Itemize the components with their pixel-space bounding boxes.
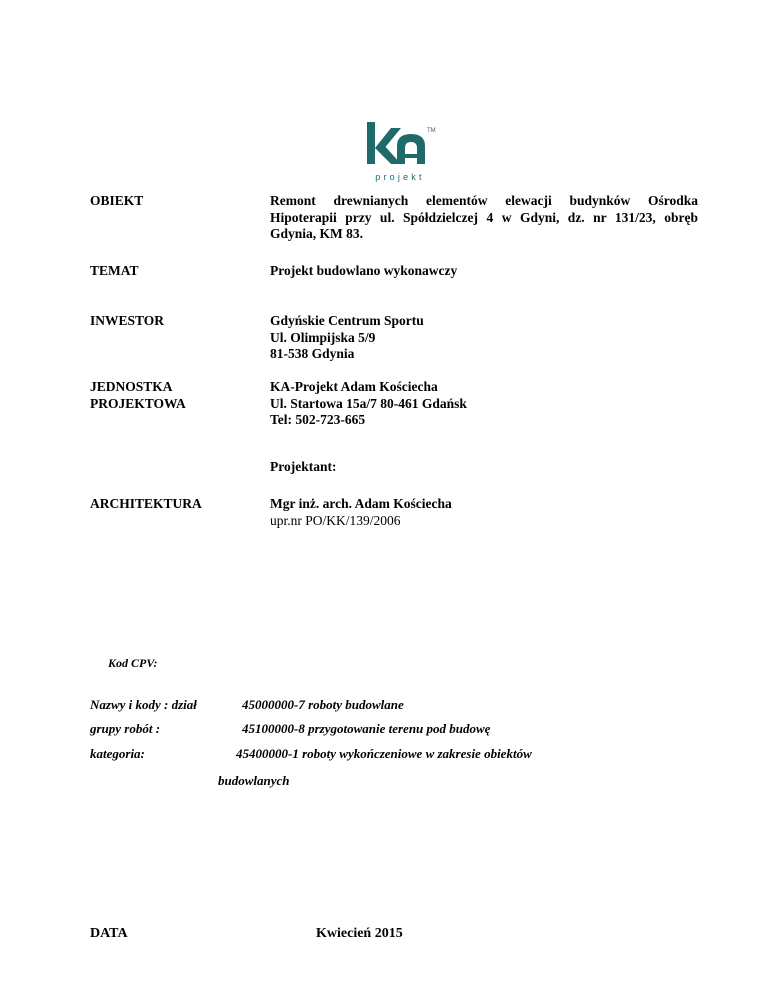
inwestor-label: INWESTOR bbox=[90, 313, 165, 328]
jednostka-line-2: Ul. Startowa 15a/7 80-461 Gdańsk bbox=[270, 395, 467, 411]
temat-label: TEMAT bbox=[90, 263, 139, 278]
jednostka-line-3: Tel: 502-723-665 bbox=[270, 412, 366, 427]
cpv-row1-label: Nazwy i kody : dział bbox=[90, 697, 197, 712]
ka-projekt-logo bbox=[361, 118, 441, 186]
inwestor-value bbox=[270, 313, 698, 363]
jednostka-line-1: KA-Projekt Adam Kościecha bbox=[270, 379, 438, 394]
temat-value: Projekt budowlano wykonawczy bbox=[270, 263, 458, 278]
architektura-value bbox=[270, 496, 698, 529]
date-value: Kwiecień 2015 bbox=[316, 926, 403, 941]
jednostka-label-line-1: JEDNOSTKA bbox=[90, 379, 173, 394]
projektant-label: Projektant: bbox=[270, 459, 337, 474]
architect-license: upr.nr PO/KK/139/2006 bbox=[270, 512, 401, 528]
cpv-row2-label: grupy robót : bbox=[90, 721, 161, 736]
cpv-row3-label: kategoria: bbox=[90, 746, 145, 761]
date-label: DATA bbox=[90, 926, 128, 941]
obiekt-line-1: Remont drewnianych elementów elewacji budynków Ośrodka bbox=[270, 193, 698, 208]
cpv-heading: Kod CPV: bbox=[108, 656, 158, 670]
inwestor-line-3: 81-538 Gdynia bbox=[270, 346, 355, 361]
jednostka-label-line-2: PROJEKTOWA bbox=[90, 395, 186, 411]
inwestor-line-2: Ul. Olimpijska 5/9 bbox=[270, 329, 376, 345]
cpv-row2-value: 45100000-8 przygotowanie terenu pod budowę bbox=[242, 721, 491, 736]
architektura-label: ARCHITEKTURA bbox=[90, 496, 202, 511]
inwestor-line-1: Gdyńskie Centrum Sportu bbox=[270, 313, 424, 328]
jednostka-value bbox=[270, 379, 698, 429]
cpv-row3-value: 45400000-1 roboty wykończeniowe w zakresie obiektów bbox=[236, 746, 532, 761]
architect-name: Mgr inż. arch. Adam Kościecha bbox=[270, 496, 452, 511]
cpv-row3-continuation: budowlanych bbox=[218, 773, 290, 788]
cpv-row1-value: 45000000-7 roboty budowlane bbox=[242, 697, 404, 712]
trademark-mark: TM bbox=[427, 128, 436, 134]
obiekt-label: OBIEKT bbox=[90, 193, 144, 208]
jednostka-label bbox=[90, 379, 186, 412]
obiekt-line-3: Gdynia, KM 83. bbox=[270, 226, 364, 241]
logo-subtitle: projekt bbox=[375, 172, 425, 182]
obiekt-line-2: Hipoterapii przy ul. Spółdzielczej 4 w Gdyni, dz. nr 131/23, obręb bbox=[270, 209, 698, 225]
obiekt-value bbox=[270, 193, 698, 243]
